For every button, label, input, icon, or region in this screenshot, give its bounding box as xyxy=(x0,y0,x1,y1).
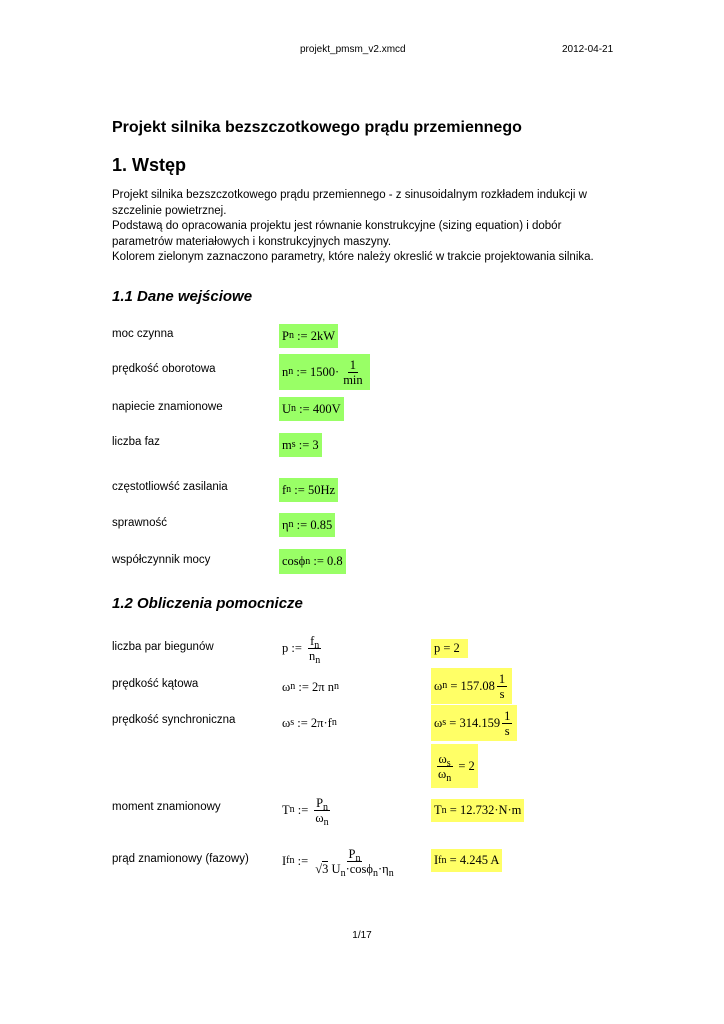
input-voltage-expr[interactable]: U n := 400V xyxy=(279,397,344,421)
input-label-speed: prędkość oborotowa xyxy=(112,363,216,375)
calc-torque-result[interactable]: T n = 12.732·N·m xyxy=(431,799,524,822)
input-power-factor-expr[interactable]: cosϕ n := 0.8 xyxy=(279,549,346,574)
input-label-power-factor: współczynnik mocy xyxy=(112,554,211,566)
calc-angular-speed-result[interactable]: ω n = 157.08 $\frac{1}{s}$ xyxy=(431,668,512,704)
calc-label-torque: moment znamionowy xyxy=(112,801,221,813)
input-efficiency-expr[interactable]: η n := 0.85 xyxy=(279,513,335,537)
page-number: 1/17 xyxy=(352,930,372,941)
intro-line: szczelinie powietrznej. xyxy=(112,204,227,217)
pole-pairs-fraction: $\frac{f_n}{n_n}$ xyxy=(309,633,321,666)
calc-current-def[interactable]: I fn := $\frac{P_n}{√3 U_n\cdot\cos\phi_n\cdot\eta_n}$ xyxy=(282,846,394,879)
intro-line: Projekt silnika bezszczotkowego prądu przemiennego - z sinusoidalnym rozkładem indukcji w xyxy=(112,189,587,201)
section-heading-inputs: 1.1 Dane wejściowe xyxy=(112,288,253,305)
calc-speed-ratio-result[interactable]: $\frac{\omega_s}{\omega_n}$ = 2 xyxy=(431,744,478,788)
input-speed-expr[interactable]: n n := 1500· $\frac{1}{\min}$ xyxy=(279,354,370,390)
calc-pole-pairs-def[interactable]: p := $\frac{f_n}{n_n}$ xyxy=(282,633,321,666)
header-filename: projekt_pmsm_v2.xmcd xyxy=(300,44,406,55)
speed-ratio-fraction: $\frac{\omega_s}{\omega_n}$ xyxy=(438,751,452,784)
current-fraction: $\frac{P_n}{√3 U_n\cdot\cos\phi_n\cdot\eta_n}$ xyxy=(315,846,394,879)
input-power-expr[interactable]: P n := 2kW xyxy=(279,324,338,348)
input-phases-expr[interactable]: m s := 3 xyxy=(279,433,322,457)
intro-line: Kolorem zielonym zaznaczono parametry, które należy okreslić w trakcie projektowania silnika. xyxy=(112,251,594,263)
header-date: 2012-04-21 xyxy=(562,44,614,55)
calc-pole-pairs-result[interactable]: p = 2 xyxy=(431,639,468,658)
input-frequency-expr[interactable]: f n := 50Hz xyxy=(279,478,338,502)
torque-fraction: $\frac{P_n}{\omega_n}$ xyxy=(315,795,329,828)
calc-label-pole-pairs: liczba par biegunów xyxy=(112,641,214,653)
input-label-voltage: napiecie znamionowe xyxy=(112,401,223,413)
document-title: Projekt silnika bezszczotkowego prądu przemiennego xyxy=(112,119,522,136)
input-label-frequency: częstotliowść zasilania xyxy=(112,481,228,493)
calc-angular-speed-def[interactable]: ω n := 2π n n xyxy=(282,679,339,694)
section-heading-intro: 1. Wstęp xyxy=(112,155,187,175)
sqrt-icon: √ xyxy=(315,861,323,876)
section-heading-calculations: 1.2 Obliczenia pomocnicze xyxy=(112,595,303,612)
calc-label-sync-speed: prędkość synchroniczna xyxy=(112,714,236,726)
input-label-efficiency: sprawność xyxy=(112,517,167,529)
calc-label-current: prąd znamionowy (fazowy) xyxy=(112,853,249,865)
speed-unit-fraction: $\frac{1}{\min}$ xyxy=(343,357,363,387)
input-label-power: moc czynna xyxy=(112,328,174,340)
sync-speed-unit-fraction: $\frac{1}{s}$ xyxy=(504,708,511,738)
intro-line: parametrów materiałowych i konstrukcyjnych maszyny. xyxy=(112,235,392,248)
calc-label-angular-speed: prędkość kątowa xyxy=(112,678,199,690)
calc-sync-speed-result[interactable]: ω s = 314.159 $\frac{1}{s}$ xyxy=(431,705,517,741)
input-label-phases: liczba faz xyxy=(112,436,160,448)
intro-paragraph xyxy=(112,188,622,266)
calc-sync-speed-def[interactable]: ω s := 2π·f n xyxy=(282,715,337,730)
calc-current-result[interactable]: I fn = 4.245 A xyxy=(431,849,502,872)
angular-speed-unit-fraction: $\frac{1}{s}$ xyxy=(498,671,506,701)
calc-torque-def[interactable]: T n := $\frac{P_n}{\omega_n}$ xyxy=(282,795,329,828)
intro-line: Podstawą do opracowania projektu jest równanie konstrukcyjne (sizing equation) i dobór xyxy=(112,220,562,232)
